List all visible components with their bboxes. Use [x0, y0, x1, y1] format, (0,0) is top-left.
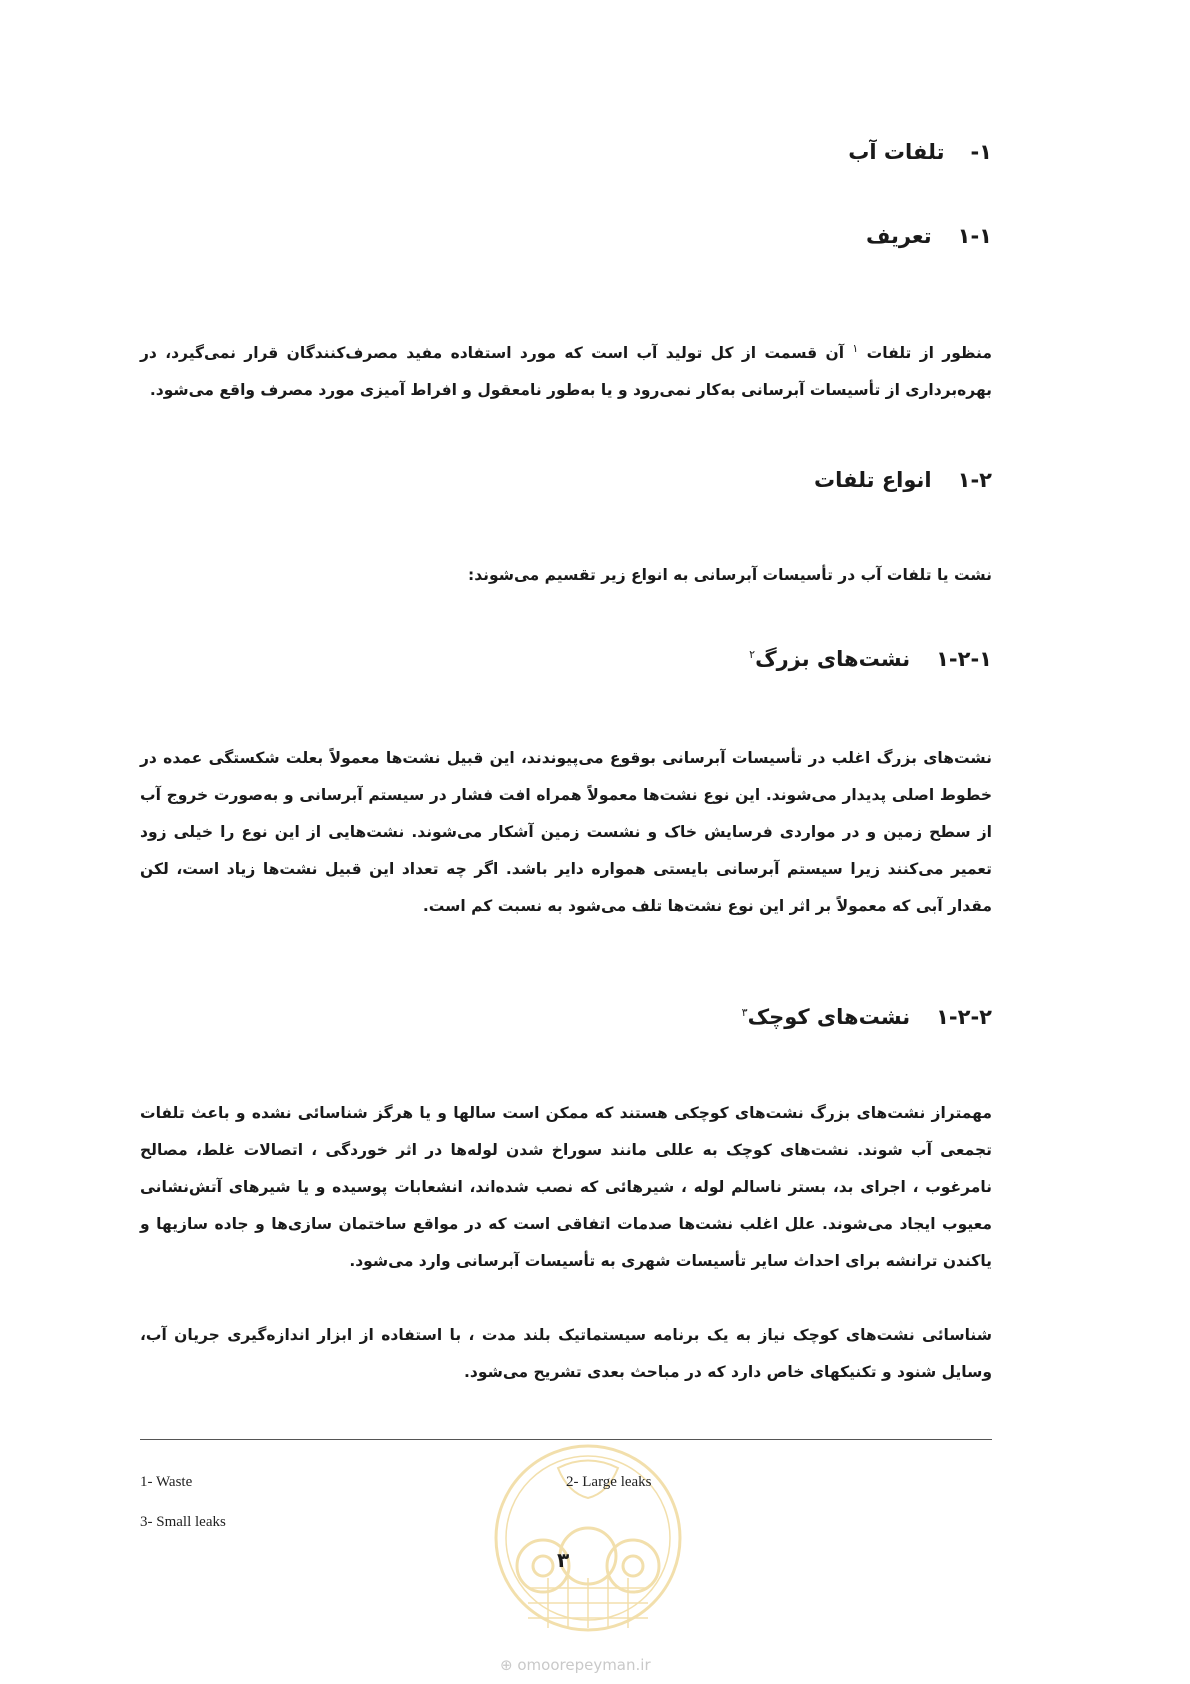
small-leaks-paragraph-2: شناسائی نشت‌های کوچک نیاز به یک برنامه سیستماتیک بلند مدت ، با استفاده از ابزار اندازه‌گیری جریان آب، وسایل شنود و تکنیکهای خاص دارد که در مباحث بعدی تشریح می‌شود. — [140, 1326, 992, 1381]
heading-1-1 — [866, 224, 992, 248]
definition-text-start: منظور از تلفات — [866, 344, 992, 363]
definition-paragraph — [140, 330, 992, 409]
footnote-ref-3: ۳ — [741, 1006, 748, 1019]
watermark-site — [500, 1656, 651, 1674]
footnote-ref-2: ۲ — [749, 648, 756, 661]
heading-number: ۱- — [970, 140, 992, 164]
definition-text-rest: آن قسمت از کل تولید آب است که مورد استفاده مفید مصرف‌کنندگان قرار نمی‌گیرد، در بهره‌برداری از تأسیسات آبرسانی به‌کار نمی‌رود و یا به‌طور نامعقول و افراط آمیزی مورد مصرف واقع می‌شود. — [140, 344, 992, 400]
small-leaks-paragraph-1: مهمتراز نشت‌های بزرگ نشت‌های کوچکی هستند که ممکن است سالها و یا هرگز شناسائی نشده و باعث تلفات تجمعی آب شوند. نشت‌های کوچک به عللی مانند سوراخ شدن لوله‌ها در اثر خوردگی ، اتصالات غلط، مصالح نامرغوب ، اجرای بد، بستر ناسالم لوله ، شیرهائی که نصب شده‌اند، انشعابات پوسیده و یا شیرهای آتش‌نشانی معیوب ایجاد می‌شوند. علل اغلب نشت‌ها صدمات اتفاقی است که در مواقع ساختمان سازی‌ها و جاده سازیها و یاکندن ترانشه برای احداث سایر تأسیسات شهری به تأسیسات آبرسانی وارد می‌شود. — [140, 1104, 992, 1270]
heading-1-2 — [814, 468, 992, 492]
types-intro-paragraph: نشت یا تلفات آب در تأسیسات آبرسانی به انواع زیر تقسیم می‌شوند: — [468, 566, 992, 584]
watermark-logo-icon — [488, 1438, 688, 1638]
large-leaks-paragraph: نشت‌های بزرگ اغلب در تأسیسات آبرسانی بوقوع می‌پیوندند، این قبیل نشت‌ها معمولاً بعلت شکستگی عمده در خطوط اصلی پدیدار می‌شوند. این نوع نشت‌ها معمولاً همراه افت فشار در سیستم آبرسانی و به‌صورت خروج آب از سطح زمین و در مواردی فرسایش خاک و نشست زمین آشکار می‌شوند. نشت‌هایی از این نوع را خیلی زود تعمیر می‌کنند زیرا سیستم آبرسانی بایستی همواره دایر باشد. اگر چه تعداد این قبیل نشت‌ها زیاد است، لکن مقدار آبی که معمولاً بر اثر این نوع نشت‌ها تلف می‌شود به نسبت کم است. — [140, 749, 992, 915]
heading-text: نشت‌های کوچک — [747, 1005, 911, 1029]
heading-number: ۱-۲-۱ — [936, 647, 992, 671]
heading-1-2-2 — [742, 1005, 992, 1029]
heading-1 — [848, 140, 992, 164]
globe-icon: ⊕ — [500, 1656, 513, 1674]
footnote-2: 2- Large leaks — [566, 1474, 652, 1490]
heading-1-2-1 — [749, 647, 992, 671]
heading-number: ۱-۲-۲ — [936, 1005, 992, 1029]
heading-number: ۱-۱ — [957, 224, 992, 248]
footnote-ref-1: ۱ — [852, 342, 859, 355]
heading-text: نشت‌های بزرگ — [755, 647, 911, 671]
heading-text: تلفات آب — [848, 140, 945, 164]
heading-text: انواع تلفات — [813, 468, 932, 492]
watermark-site-text: omoorepeyman.ir — [517, 1656, 651, 1674]
footnote-3: 3- Small leaks — [140, 1514, 226, 1530]
heading-text: تعریف — [865, 224, 932, 248]
footnote-1: 1- Waste — [140, 1474, 193, 1490]
heading-number: ۱-۲ — [957, 468, 992, 492]
page-number: ۳ — [557, 1548, 570, 1572]
